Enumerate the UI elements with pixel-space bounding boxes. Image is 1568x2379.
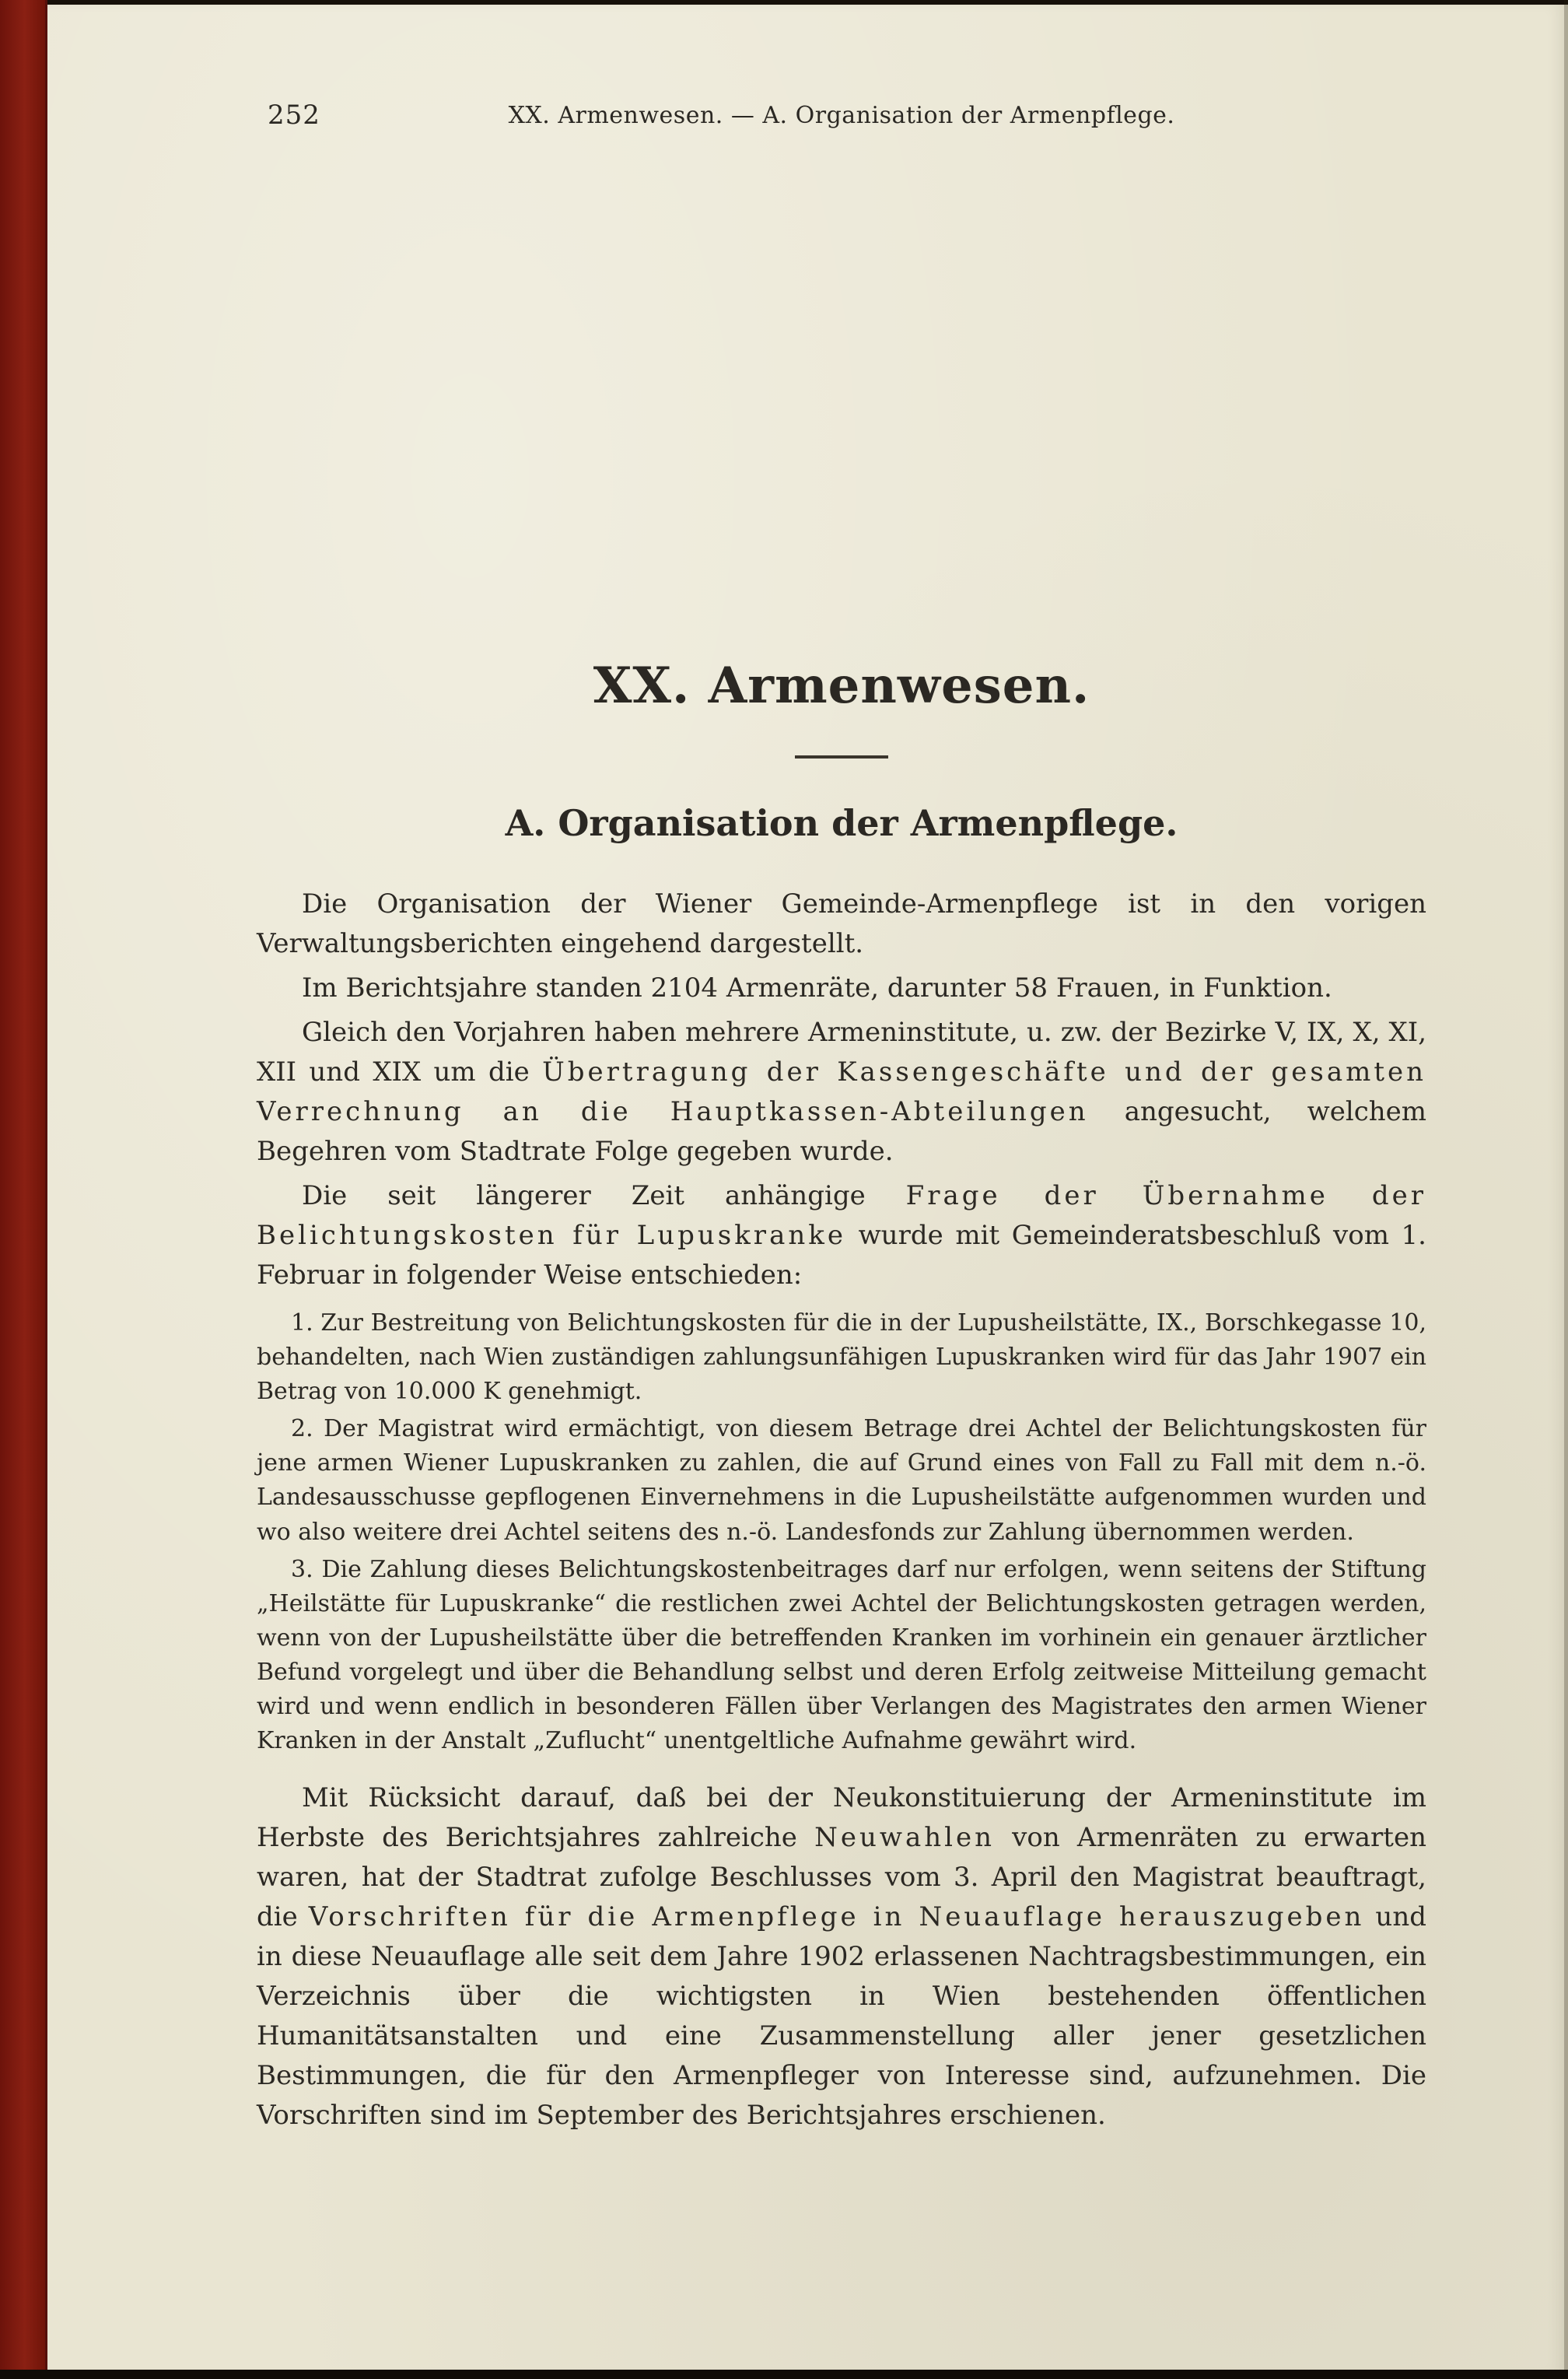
scan-bottom-edge — [0, 2370, 1568, 2379]
paragraph-segment: und in diese Neuauflage alle seit dem Jahre 1902 erlassenen Nachtragsbestimmungen, ein Verzeichnis über die wichtigsten in Wien bestehenden öffentlichen Humanitätsanstalten und eine Zusammenstellung aller jener gesetzlichen Bestimmungen, die für den Armenpfleger von Interesse sind, aufzunehmen. Die Vorschriften sind im September des Berichtsjahres erschienen. — [257, 1901, 1426, 2132]
paragraph-segment: Gleich den Vorjahren haben mehrere Armeninstitute, u. zw. der Bezirke V, IX, X, XI, XII und XIX um die — [257, 1017, 1426, 1088]
book-spine — [0, 0, 47, 2379]
paragraph-1 — [257, 885, 1426, 964]
item-text: 1. Zur Bestreitung von Belichtungskosten für die in der Lupusheilstätte, IX., Borschkegasse 10, behandelten, nach Wien zuständigen zahlungsunfähigen Lupuskranken wird für das Jahr 1907 ein Betrag von 10.000 K genehmigt. — [257, 1309, 1426, 1406]
page-header — [257, 100, 1426, 137]
paragraph-segment: wurde mit Gemeinderatsbeschluß vom 1. Februar in folgender Weise entschieden: — [257, 1220, 1426, 1291]
numbered-item-2 — [257, 1412, 1426, 1549]
paragraph-segment: Die seit längerer Zeit anhängige — [302, 1180, 906, 1211]
paragraph-5 — [257, 1778, 1426, 2135]
paragraph-text: Im Berichtsjahre standen 2104 Armenräte, darunter 58 Frauen, in Funktion. — [302, 972, 1332, 1004]
item-text: 3. Die Zahlung dieses Belichtungskostenbeitrages darf nur erfolgen, wenn seitens der Stiftung „Heilstätte für Lupuskranke“ die restlichen zwei Achtel der Belichtungskosten getragen werden, wenn von der Lupusheilstätte über die betreffenden Kranken im vorhinein ein genauer ärztlicher Befund vorgelegt und über die Behandlung selbst und deren Erfolg zeitweise Mitteilung gemacht wird und wenn endlich in besonderen Fällen über Verlangen des Magistrates den armen Wiener Kranken in der Anstalt „Zuflucht“ unentgeltliche Aufnahme gewährt wird. — [257, 1555, 1426, 1755]
scan-top-edge — [0, 0, 1568, 5]
title-divider — [795, 755, 888, 759]
running-header: XX. Armenwesen. — A. Organisation der Armenpflege. — [508, 102, 1175, 129]
emphasized-text: Neuwahlen — [814, 1822, 996, 1854]
numbered-items — [257, 1306, 1426, 1758]
paragraph-segment: von Armenräten zu erwarten waren, hat der Stadtrat zufolge Beschlusses vom 3. April den Magistrat beauftragt, die — [257, 1822, 1426, 1933]
emphasized-text: Vorschriften für die Armenpflege in Neuauflage herauszugeben — [308, 1901, 1365, 1933]
emphasized-text: Übertragung der Kassengeschäfte und der gesamten Verrechnung an die Hauptkassen-Abteilungen — [257, 1056, 1427, 1127]
chapter-title: XX. Armenwesen. — [593, 657, 1090, 715]
paragraph-4 — [257, 1176, 1426, 1295]
section-heading: A. Organisation der Armenpflege. — [505, 802, 1178, 844]
body-text — [257, 885, 1426, 2135]
paragraph-2 — [257, 969, 1426, 1008]
paragraph-segment: Mit Rücksicht darauf, daß bei der Neukonstituierung der Armeninstitute im Herbste des Berichtsjahres zahlreiche — [257, 1782, 1426, 1854]
scan-right-edge — [1564, 0, 1568, 2379]
item-text: 2. Der Magistrat wird ermächtigt, von diesem Betrage drei Achtel der Belichtungskosten für jene armen Wiener Lupuskranken zu zahlen, die auf Grund eines von Fall zu Fall mit dem n.-ö. Landesausschusse gepflogenen Einvernehmens in die Lupusheilstätte aufgenommen wurden und wo also weitere drei Achtel seitens des n.-ö. Landesfonds zur Zahlung übernommen werden. — [257, 1415, 1426, 1546]
numbered-item-3 — [257, 1553, 1426, 1759]
numbered-item-1 — [257, 1306, 1426, 1409]
paragraph-3 — [257, 1013, 1426, 1172]
emphasized-text: Frage der Übernahme der Belichtungskosten für Lupuskranke — [257, 1180, 1426, 1251]
page-number: 252 — [268, 100, 320, 131]
paragraph-segment: angesucht, welchem Begehren vom Stadtrate Folge gegeben wurde. — [257, 1096, 1426, 1167]
page-content — [257, 0, 1426, 2140]
paragraph-text: Die Organisation der Wiener Gemeinde-Armenpflege ist in den vorigen Verwaltungsberichten eingehend dargestellt. — [257, 888, 1426, 959]
